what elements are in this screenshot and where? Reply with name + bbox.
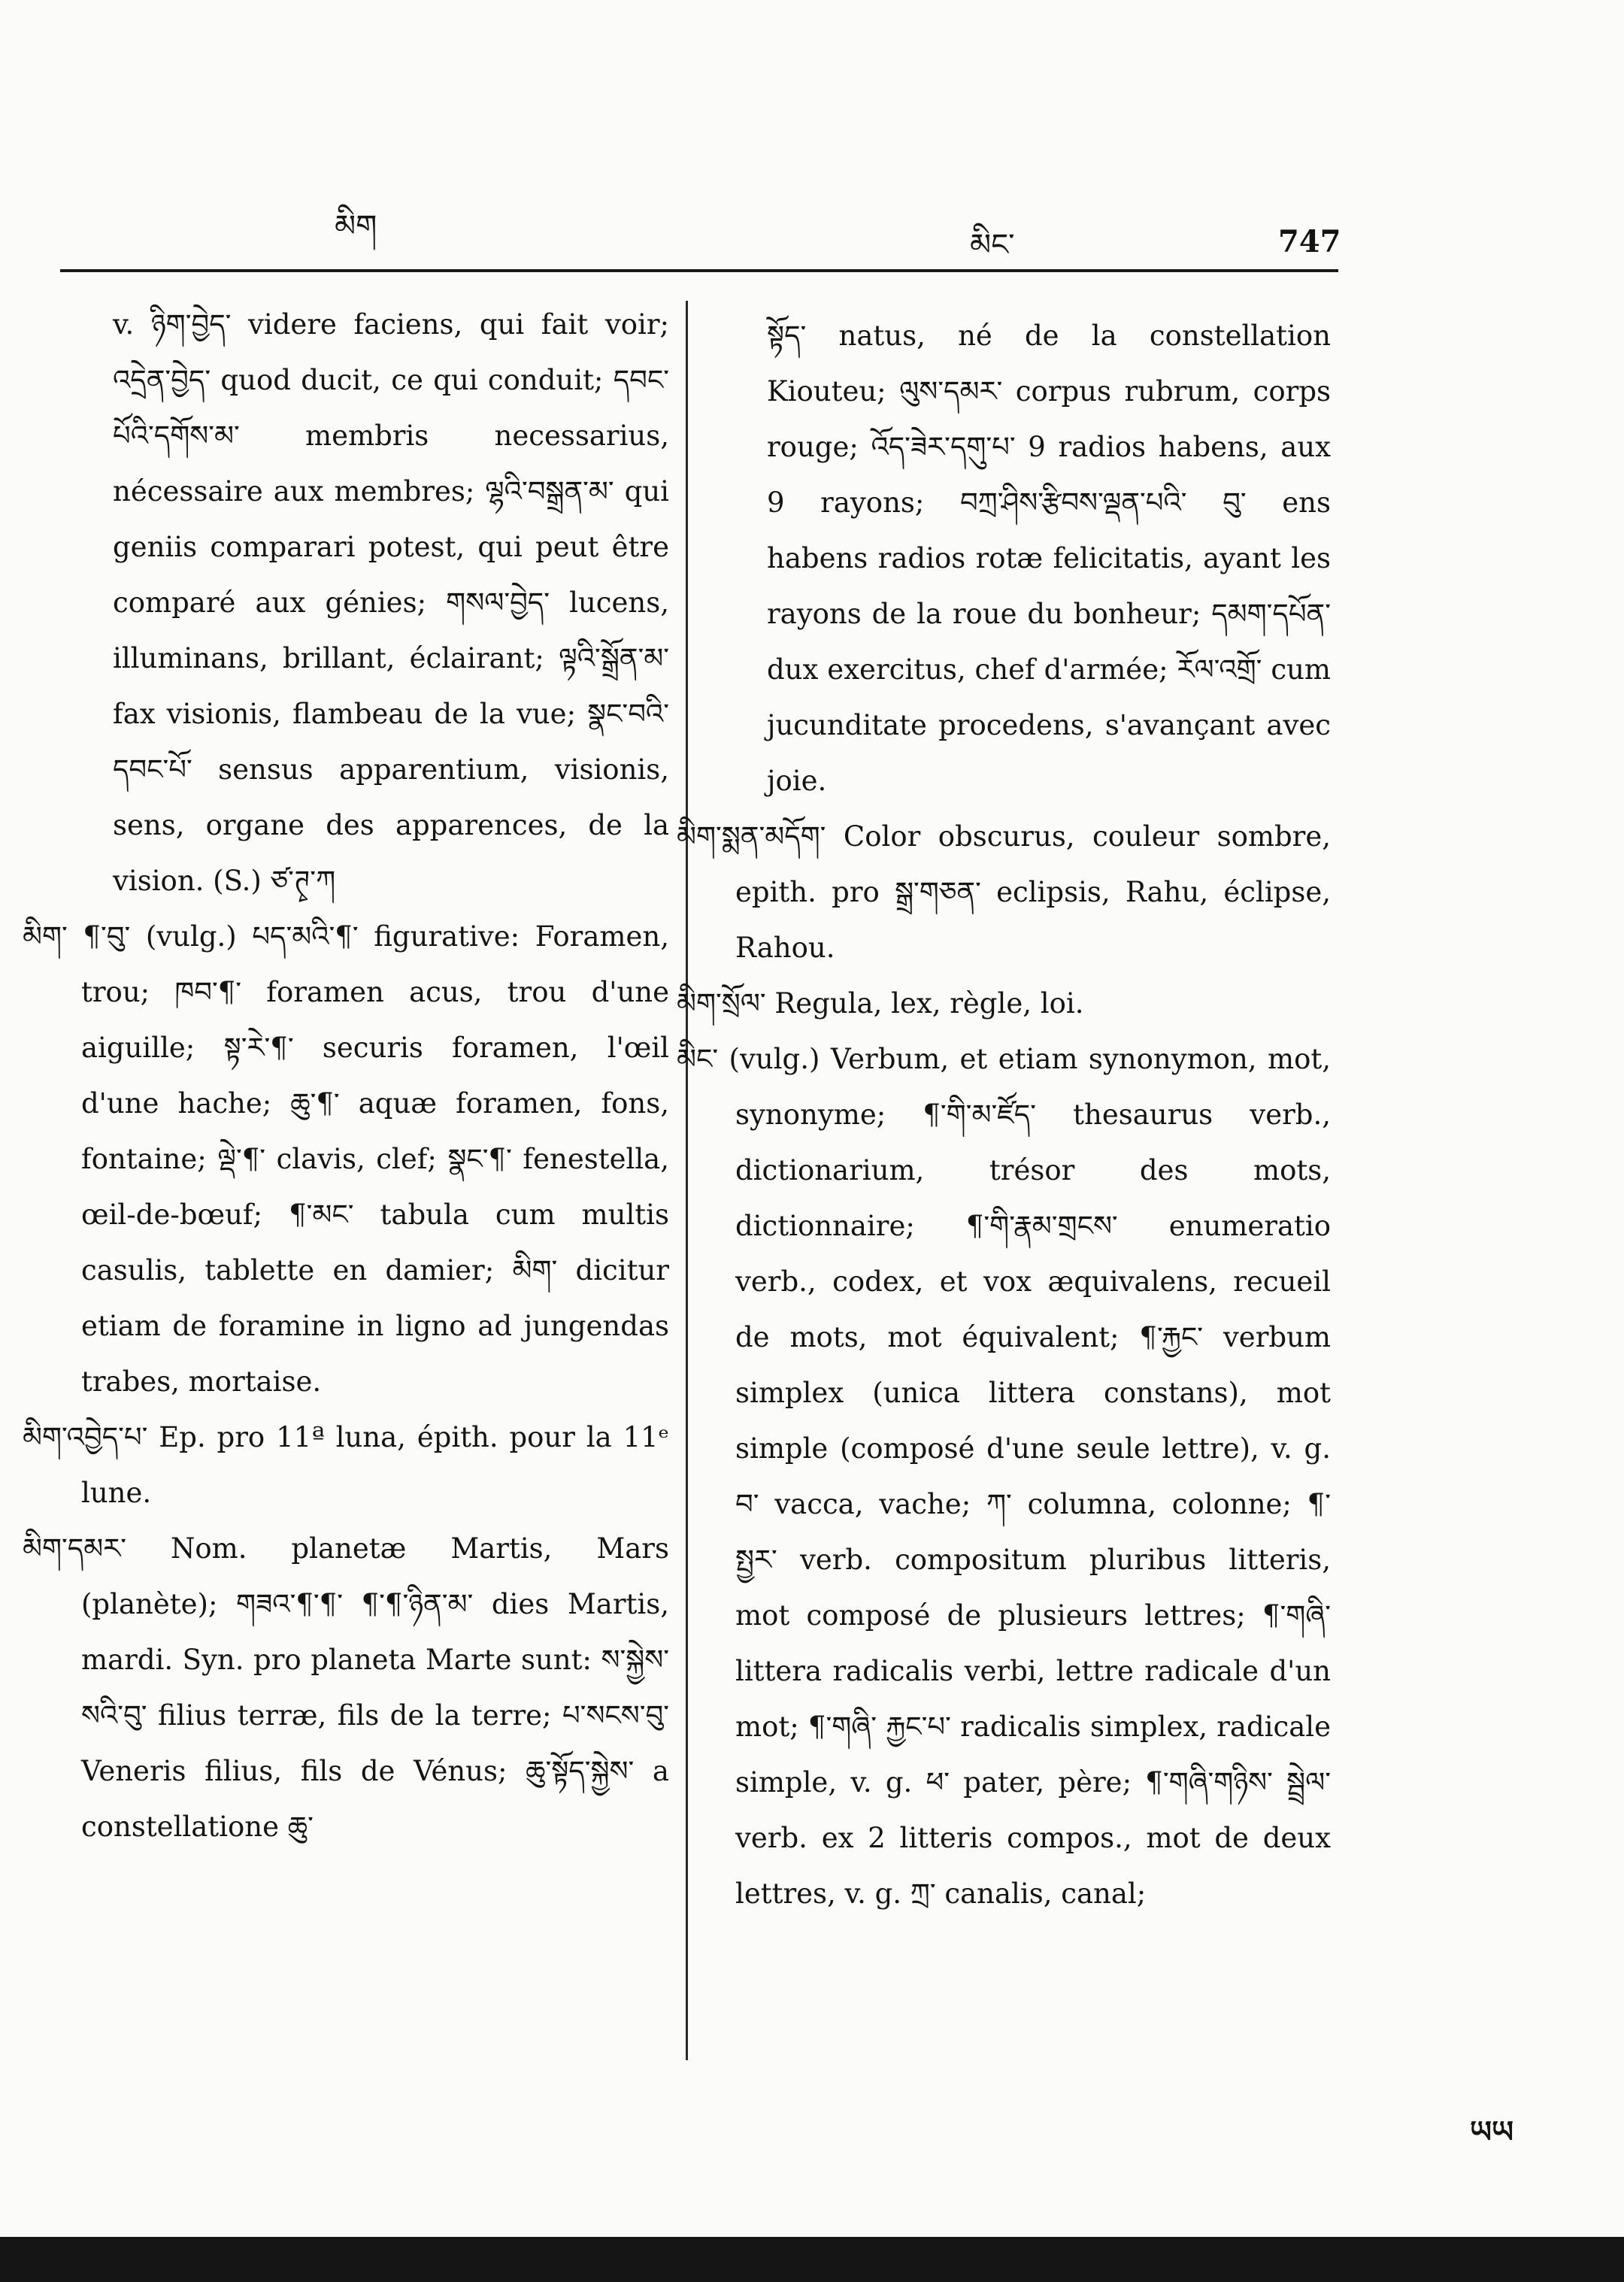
right-running-head: མིང་ (970, 228, 1015, 262)
page-number: 747 (1278, 224, 1341, 259)
entry-mig-srol: མིག་སྲོལ་ Regula, lex, règle, loi. (677, 987, 1084, 1020)
entry-mig-sman-mdog: མིག་སྨན་མདོག་ Color obscurus, couleur sombre, epith. pro སྒྲ་གཅན་ eclipsis, Rahu, éclipse, Rahou. (677, 820, 1331, 964)
entry-mig-11th-moon: མིག་འབྱེད་པ་ Ep. pro 11ª luna, épith. pour la 11ᵉ lune. (23, 1421, 669, 1509)
entry-mig-foramen: མིག་ ¶་བུ་ (vulg.) པད་མའི་¶་ figurative: Foramen, trou; ཁབ་¶་ foramen acus, trou d'une aiguille; སྟ་རེ་¶་ securis foramen, l'œil d'une hache; ཆུ་¶་ aquæ foramen, fons, fontaine; ལྡེ་¶་ clavis, clef; སྣང་¶་ fenestella, œil-de-bœuf; ¶་མང་ tabula cum multis casulis, tablette en damier; མིག་ dicitur etiam de foramine in ligno ad jungendas trabes, mortaise. (23, 920, 669, 1398)
entry-ming: མིང་ (vulg.) Verbum, et etiam synonymon, mot, synonyme; ¶་གི་མ་ཛོད་ thesaurus verb., dictionarium, trésor des mots, dictionnaire; ¶་གི་རྣམ་གྲངས་ enumeratio verb., codex, et vox æquivalens, recueil de mots, mot équivalent; ¶་རྐྱང་ verbum simplex (unica littera constans), mot simple (composé d'une seule lettre), v. g. བ་ vacca, vache; ཀ་ columna, colonne; ¶་སྤྱར་ verb. compositum pluribus litteris, mot composé de plusieurs lettres; ¶་གཞི་ littera radicalis verbi, lettre radicale d'un mot; ¶་གཞི་ རྐྱང་པ་ radicalis simplex, radicale simple, v. g. ཕ་ pater, père; ¶་གཞི་གཉིས་ སྦྲེལ་ verb. ex 2 litteris compos., mot de deux lettres, v. g. ཀྲ་ canalis, canal; (677, 1043, 1331, 1910)
header-rule (60, 269, 1338, 272)
entry-continuation: v. ཉིག་བྱེད་ videre faciens, qui fait voir; འདྲེན་བྱེད་ quod ducit, ce qui conduit; དབང་པོའི་དགོས་མ་ membris necessarius, nécessaire aux membres; ལྷའི་བསྒྲན་མ་ qui geniis comparari potest, qui peut être comparé aux génies; གསལ་བྱེད་ lucens, illuminans, brillant, éclairant; ལྟའི་སྒྲོན་མ་ fax visionis, flambeau de la vue; སྣང་བའི་དབང་པོ་ sensus apparentium, visionis, sens, organe des apparences, de la vision. (S.) ཙ་ཊྭ་ཀ (113, 308, 669, 897)
right-column (677, 308, 1331, 1922)
entry-continuation-right: སྟོད་ natus, né de la constellation Kiouteu; ལུས་དམར་ corpus rubrum, corps rouge; འོད་ཟེར་དགུ་པ་ 9 radios habens, aux 9 rayons; བཀྲ་ཤིས་རྩིབས་ལྡན་པའི་ བུ་ ens habens radios rotæ felicitatis, ayant les rayons de la roue du bonheur; དམག་དཔོན་ dux exercitus, chef d'armée; རོལ་འགྲོ་ cum jucunditate procedens, s'avançant avec joie. (767, 320, 1331, 797)
left-running-head: མིག (335, 209, 377, 244)
left-column (23, 297, 669, 1855)
scan-edge-band (0, 2237, 1624, 2282)
entry-mig-dmar: མིག་དམར་ Nom. planetæ Martis, Mars (planète); གཟའ་¶་¶་ ¶་¶་ཉིན་མ་ dies Martis, mardi. Syn. pro planeta Marte sunt: ས་སྐྱེས་ སའི་བུ་ filius terræ, fils de la terre; པ་སངས་བུ་ Veneris filius, fils de Vénus; ཆུ་སྟོད་སྐྱེས་ a constellatione ཆུ་ (23, 1532, 669, 1843)
signature-mark: ཡཡ (1470, 2114, 1513, 2150)
